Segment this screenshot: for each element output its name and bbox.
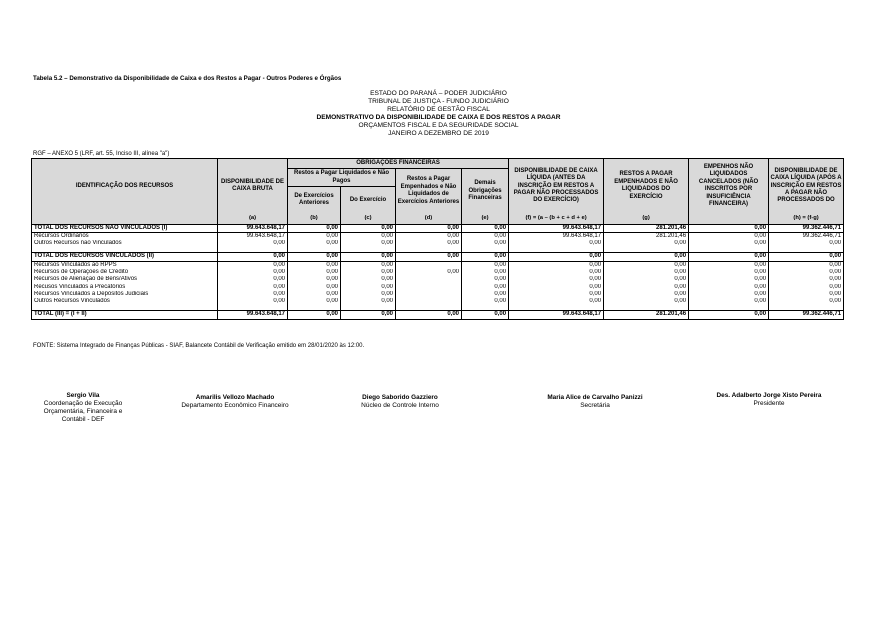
row-value: 99.643.648,17	[218, 311, 288, 319]
row-value: 0,00	[689, 291, 769, 298]
row-value: 0,00	[689, 224, 769, 232]
law-reference: RGF – ANEXO 5 (LRF, art. 55, Inciso III, alínea "a")	[33, 151, 170, 157]
row-value: 0,00	[689, 261, 769, 269]
col-letter: (b)	[288, 214, 341, 225]
row-value: 0,00	[509, 269, 604, 276]
table-row	[32, 269, 844, 276]
row-label: Outros Recursos Vinculados	[32, 298, 218, 305]
signer-role: Contábil - DEF	[61, 416, 105, 423]
signer-role: Presidente	[753, 400, 785, 407]
row-value: 0,00	[288, 284, 341, 291]
signer-role: Núcleo de Controle Interno	[361, 402, 439, 409]
row-value: 0,00	[689, 232, 769, 240]
row-value: 0,00	[396, 311, 462, 319]
row-value: 99.362.446,71	[769, 224, 844, 232]
row-value: 0,00	[218, 291, 288, 298]
row-value: 0,00	[341, 311, 396, 319]
table-row	[32, 261, 844, 269]
row-value: 0,00	[509, 240, 604, 247]
row-value: 0,00	[604, 261, 689, 269]
row-value: 0,00	[604, 298, 689, 305]
row-value: 0,00	[462, 291, 509, 298]
row-value: 0,00	[341, 232, 396, 240]
row-value: 0,00	[604, 291, 689, 298]
row-value: 0,00	[462, 253, 509, 261]
row-value: 0,00	[462, 232, 509, 240]
signer-name: Diego Saborido Gazziero	[362, 394, 438, 401]
row-value: 0,00	[288, 240, 341, 247]
table-row	[32, 284, 844, 291]
cash-availability-table	[31, 158, 844, 320]
row-value: 0,00	[341, 240, 396, 247]
row-value: 0,00	[509, 261, 604, 269]
col-disp-liquida: DISPONIBILIDADE DE CAIXA LÍQUIDA (ANTES DA INSCRIÇÃO EM RESTOS A PAGAR NÃO PROCESSADOS DO EXERCÍCIO)	[509, 159, 604, 214]
row-value: 281.201,46	[604, 232, 689, 240]
row-value: 0,00	[604, 253, 689, 261]
row-value: 0,00	[769, 298, 844, 305]
row-value: 0,00	[218, 253, 288, 261]
row-value: 0,00	[604, 276, 689, 283]
row-value: 0,00	[288, 311, 341, 319]
row-value: 0,00	[769, 291, 844, 298]
row-value: 0,00	[218, 240, 288, 247]
row-label: TOTAL DOS RECURSOS VINCULADOS (II)	[32, 253, 218, 261]
row-value: 99.362.446,71	[769, 311, 844, 319]
row-value: 0,00	[462, 224, 509, 232]
row-value: 0,00	[218, 269, 288, 276]
row-value: 0,00	[769, 284, 844, 291]
row-value: 99.643.648,17	[509, 224, 604, 232]
row-value: 99.643.648,17	[218, 232, 288, 240]
row-label: Recursos Ordinários	[32, 232, 218, 240]
row-label: TOTAL (III) = (I + II)	[32, 311, 218, 319]
row-value: 0,00	[689, 269, 769, 276]
col-disp-bruta: DISPONIBILIDADE DE CAIXA BRUTA	[218, 159, 288, 214]
row-value: 0,00	[604, 269, 689, 276]
row-value: 99.643.648,17	[218, 224, 288, 232]
row-value	[396, 276, 462, 283]
row-value: 0,00	[462, 298, 509, 305]
col-letter: (a)	[218, 214, 288, 225]
row-value: 0,00	[341, 269, 396, 276]
col-letter: (d)	[396, 214, 462, 225]
row-label: Recursos de Operações de Crédito	[32, 269, 218, 276]
col-letter: (c)	[341, 214, 396, 225]
row-value: 0,00	[396, 269, 462, 276]
header-state: ESTADO DO PARANÁ – PODER JUDICIÁRIO	[370, 90, 507, 97]
col-rp-liquidados: Restos a Pagar Liquidados e Não Pagos	[288, 169, 396, 187]
row-label: TOTAL DOS RECURSOS NÃO VINCULADOS (I)	[32, 224, 218, 232]
col-obrigacoes: OBRIGAÇÕES FINANCEIRAS	[288, 159, 509, 169]
col-demais: Demais Obrigações Financeiras	[462, 169, 509, 214]
row-value: 0,00	[689, 284, 769, 291]
row-value: 0,00	[218, 261, 288, 269]
report-header	[0, 90, 877, 139]
row-value: 0,00	[341, 253, 396, 261]
row-value: 0,00	[462, 261, 509, 269]
col-letter	[689, 214, 769, 225]
col-rp-empenhados: RESTOS A PAGAR EMPENHADOS E NÃO LIQUIDADOS DO EXERCÍCIO	[604, 159, 689, 214]
row-value: 0,00	[689, 253, 769, 261]
total-row	[32, 224, 844, 232]
row-value: 0,00	[769, 253, 844, 261]
table-body	[32, 224, 844, 319]
row-value: 99.643.648,17	[509, 232, 604, 240]
col-rp-anteriores: De Exercícios Anteriores	[288, 187, 341, 214]
row-value: 99.643.648,17	[509, 311, 604, 319]
col-letter: (e)	[462, 214, 509, 225]
signature-block	[694, 392, 844, 408]
row-value: 0,00	[218, 298, 288, 305]
col-letter: (g)	[604, 214, 689, 225]
row-value: 0,00	[462, 284, 509, 291]
row-value	[396, 284, 462, 291]
row-label: Recursos Vinculados ao RPPS	[32, 261, 218, 269]
signer-name: Sergio Vila	[66, 392, 100, 399]
row-value: 99.362.446,71	[769, 232, 844, 240]
table-row	[32, 276, 844, 283]
document-title: Tabela 5.2 – Demonstrativo da Disponibilidade de Caixa e dos Restos a Pagar - Outros Poderes e Órgãos	[33, 75, 342, 82]
row-value: 0,00	[341, 276, 396, 283]
row-value: 0,00	[341, 261, 396, 269]
total-row	[32, 253, 844, 261]
row-value: 0,00	[218, 276, 288, 283]
table-row	[32, 291, 844, 298]
col-empenhos-cancelados: EMPENHOS NÃO LIQUIDADOS CANCELADOS (NÃO INSCRITOS POR INSUFICIÊNCIA FINANCEIRA)	[689, 159, 769, 214]
header-statement: DEMONSTRATIVO DA DISPONIBILIDADE DE CAIXA E DOS RESTOS A PAGAR	[316, 114, 561, 122]
row-value: 0,00	[396, 253, 462, 261]
row-value: 0,00	[396, 240, 462, 247]
row-value: 0,00	[462, 276, 509, 283]
signature-block	[520, 394, 670, 410]
row-value: 0,00	[462, 311, 509, 319]
row-value: 0,00	[288, 269, 341, 276]
total-row	[32, 311, 844, 319]
signature-block	[340, 394, 460, 410]
row-value: 0,00	[689, 240, 769, 247]
row-value: 0,00	[509, 291, 604, 298]
row-value: 0,00	[288, 291, 341, 298]
header-court: TRIBUNAL DE JUSTIÇA - FUNDO JUDICIÁRIO	[368, 98, 509, 106]
row-value: 0,00	[689, 298, 769, 305]
row-label: Recursos Vinculados a Depósitos Judiciais	[32, 291, 218, 298]
row-value: 0,00	[604, 284, 689, 291]
col-disp-apos: DISPONIBILIDADE DE CAIXA LÍQUIDA (APÓS A INSCRIÇÃO EM RESTOS A PAGAR NÃO PROCESSADOS DO	[769, 159, 844, 214]
row-value: 0,00	[509, 253, 604, 261]
row-value: 0,00	[689, 311, 769, 319]
row-label: Outros Recursos não Vinculados	[32, 240, 218, 247]
row-value	[396, 261, 462, 269]
signer-role: Secretária	[580, 402, 610, 409]
signer-name: Amarilis Vellozo Machado	[195, 394, 275, 401]
row-value: 0,00	[341, 224, 396, 232]
row-value: 0,00	[288, 298, 341, 305]
signature-block	[26, 392, 140, 424]
signer-role: Orçamentária, Financeira e	[43, 408, 123, 415]
row-value: 0,00	[769, 276, 844, 283]
row-value: 0,00	[509, 276, 604, 283]
signer-name: Des. Adalberto Jorge Xisto Pereira	[716, 392, 822, 399]
table-row	[32, 240, 844, 247]
header-period: JANEIRO A DEZEMBRO DE 2019	[388, 130, 489, 138]
signer-name: Maria Alice de Carvalho Panizzi	[547, 394, 643, 401]
signer-role: Coordenação de Execução	[43, 400, 123, 407]
row-value: 0,00	[462, 269, 509, 276]
row-value: 0,00	[769, 240, 844, 247]
row-value: 0,00	[341, 291, 396, 298]
row-value: 0,00	[396, 232, 462, 240]
row-value: 281.201,46	[604, 224, 689, 232]
col-letter	[32, 214, 218, 225]
row-value: 0,00	[341, 284, 396, 291]
col-ident: IDENTIFICAÇÃO DOS RECURSOS	[32, 159, 218, 214]
col-rp-nao-liquidados: Restos a Pagar Empenhados e Não Liquidados de Exercícios Anteriores	[396, 169, 462, 214]
table-row	[32, 298, 844, 305]
table-row	[32, 232, 844, 240]
row-value	[396, 291, 462, 298]
row-value: 0,00	[509, 298, 604, 305]
row-value: 0,00	[288, 253, 341, 261]
row-value: 0,00	[604, 240, 689, 247]
row-value: 0,00	[509, 284, 604, 291]
row-value: 0,00	[218, 284, 288, 291]
signer-role: Departamento Econômico Financeiro	[181, 402, 289, 409]
row-value: 281.201,46	[604, 311, 689, 319]
row-value: 0,00	[396, 224, 462, 232]
col-letter: (f) = (a – (b + c + d + e)	[509, 214, 604, 225]
row-value	[396, 298, 462, 305]
header-budgets: ORÇAMENTOS FISCAL E DA SEGURIDADE SOCIAL	[358, 122, 519, 130]
row-value: 0,00	[689, 276, 769, 283]
col-rp-exercicio: Do Exercício	[341, 187, 396, 214]
source-note: FONTE: Sistema Integrado de Finanças Públicas - SIAF, Balancete Contábil de Verificação emitido em 28/01/2020 às 12:00.	[33, 343, 365, 349]
row-value: 0,00	[769, 269, 844, 276]
row-value: 0,00	[462, 240, 509, 247]
header-report: RELATÓRIO DE GESTÃO FISCAL	[387, 106, 490, 114]
row-value: 0,00	[288, 276, 341, 283]
row-label: Recursos de Alienação de Bens/Ativos	[32, 276, 218, 283]
row-value: 0,00	[341, 298, 396, 305]
col-letter: (h) = (f-g)	[769, 214, 844, 225]
row-value: 0,00	[288, 224, 341, 232]
row-value: 0,00	[288, 232, 341, 240]
row-label: Recusos Vinculados a Precatórios	[32, 284, 218, 291]
row-value: 0,00	[288, 261, 341, 269]
signature-block	[160, 394, 310, 410]
row-value: 0,00	[769, 261, 844, 269]
